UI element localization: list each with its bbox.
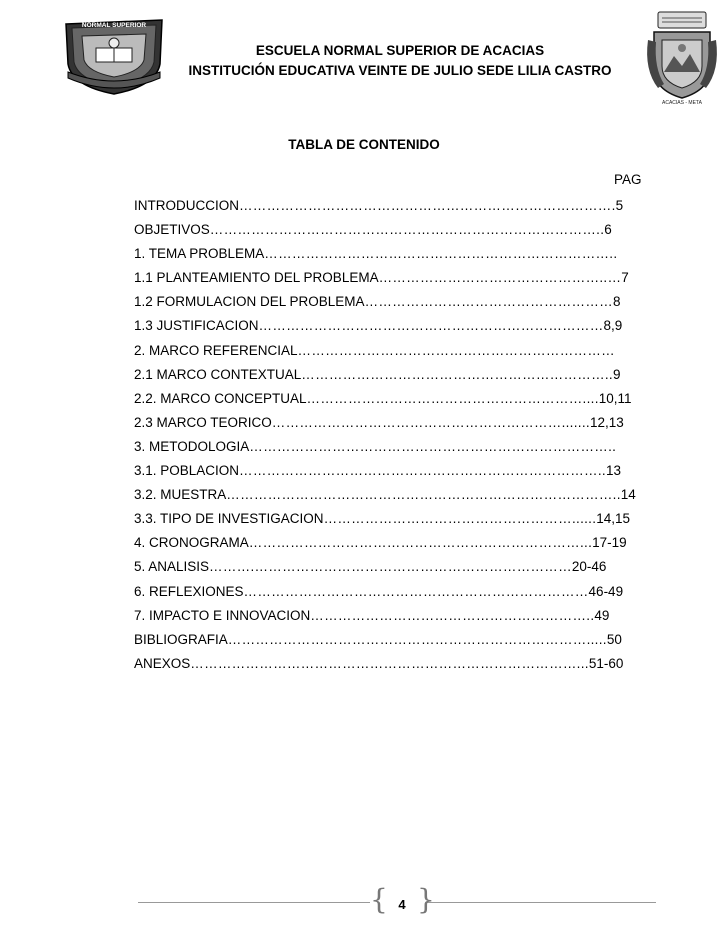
toc-entry-title: 3.2. MUESTRA bbox=[134, 487, 227, 503]
toc-leader-dots: ………………………………………………………………………. bbox=[239, 198, 616, 213]
toc-leader-dots: …………………………………………………………………….. bbox=[239, 463, 606, 479]
institution-name: INSTITUCIÓN EDUCATIVA VEINTE DE JULIO SEDE LILIA CASTRO bbox=[188, 63, 612, 78]
right-logo-text: ACACIAS - META bbox=[662, 100, 702, 106]
toc-entry bbox=[134, 198, 642, 222]
toc-entry bbox=[134, 584, 642, 608]
toc-leader-dots: …………………………………………………….... bbox=[306, 390, 599, 406]
toc-entry-title: 1.1 PLANTEAMIENTO DEL PROBLEMA bbox=[134, 270, 379, 286]
toc-entry bbox=[134, 367, 642, 391]
toc-entry-page: 8 bbox=[612, 294, 621, 310]
footer-rule-right bbox=[426, 902, 656, 903]
toc-entry bbox=[134, 608, 642, 632]
toc-entry bbox=[134, 391, 642, 415]
left-brace-icon: { bbox=[370, 883, 388, 916]
toc-leader-dots: ………………………………………………………....... bbox=[271, 414, 590, 430]
toc-entry bbox=[134, 487, 642, 511]
toc-leader-dots: ………………………………………………………………….. bbox=[264, 246, 618, 262]
toc-entry-title: 1.3 JUSTIFICACION bbox=[134, 318, 259, 334]
left-logo-text: NORMAL SUPERIOR bbox=[81, 22, 147, 29]
toc-entry bbox=[134, 656, 642, 680]
toc-entry-title: 4. CRONOGRAMA bbox=[134, 535, 249, 551]
toc-entry bbox=[134, 294, 642, 318]
toc-entry bbox=[134, 439, 642, 463]
toc-leader-dots: ………………………………………………………….. bbox=[301, 366, 613, 382]
toc-entry bbox=[134, 318, 642, 342]
toc-entry bbox=[134, 343, 642, 367]
toc-entry-title: 3.1. POBLACION bbox=[134, 463, 240, 479]
toc-entry-page: 49 bbox=[594, 607, 610, 623]
page-column-header: PAG bbox=[614, 172, 642, 187]
toc-entry bbox=[134, 463, 642, 487]
toc-entry-page: 51-60 bbox=[588, 655, 624, 671]
toc-leader-dots: …………………………………………………………………….. bbox=[249, 438, 617, 454]
toc-entry-page: 10,11 bbox=[598, 390, 632, 406]
toc-entry-page: 9 bbox=[612, 366, 621, 382]
toc-entry bbox=[134, 222, 642, 246]
toc-entry-title: 7. IMPACTO E INNOVACION bbox=[134, 607, 311, 623]
toc-leader-dots: ………………………………………………………………... bbox=[248, 535, 593, 551]
toc-entry-title: 2. MARCO REFERENCIAL bbox=[134, 342, 298, 358]
toc-entry-title: INTRODUCCION bbox=[134, 198, 239, 213]
toc-entry-title: OBJETIVOS bbox=[134, 222, 210, 238]
toc-entry bbox=[134, 511, 642, 535]
toc-entry-title: 2.1 MARCO CONTEXTUAL bbox=[134, 366, 302, 382]
toc-entry bbox=[134, 270, 642, 294]
toc-entry bbox=[134, 559, 642, 583]
toc-entry-title: 3.3. TIPO DE INVESTIGACION bbox=[134, 511, 324, 527]
toc-entry-title: 1. TEMA PROBLEMA bbox=[134, 246, 265, 262]
toc-leader-dots: ………………………………………………………………………….. bbox=[209, 222, 605, 238]
toc-leader-dots: ……………………………………………………………………..... bbox=[227, 631, 607, 647]
toc-entry-title: 5. ANALISIS bbox=[134, 559, 210, 575]
toc-leader-dots: …………………………………………………….. bbox=[310, 607, 595, 623]
toc-entry-page: 50 bbox=[606, 631, 622, 647]
right-brace-icon: } bbox=[417, 883, 435, 916]
toc-leader-dots: ………………………………………………………………… bbox=[243, 583, 589, 599]
toc-entry-page: 5 bbox=[615, 198, 624, 213]
toc-leader-dots: ……….…………………………………………………………… bbox=[209, 559, 572, 575]
toc-entry-title: 2.3 MARCO TEORICO bbox=[134, 414, 272, 430]
toc-leader-dots: ……………………………………………… bbox=[364, 294, 613, 310]
toc-title: TABLA DE CONTENIDO bbox=[288, 137, 440, 152]
toc-entry-page: 20-46 bbox=[571, 559, 607, 575]
toc-leader-dots: …………………………………………..… bbox=[378, 270, 622, 286]
toc-entry-page: 13 bbox=[605, 463, 621, 479]
table-of-contents bbox=[134, 198, 642, 680]
toc-entry bbox=[134, 535, 642, 559]
toc-entry-page: 7 bbox=[621, 270, 629, 286]
toc-leader-dots: ………………………………………………………………… bbox=[258, 318, 604, 334]
toc-leader-dots: ………………………………………………………………………….. bbox=[226, 487, 621, 503]
toc-entry bbox=[134, 415, 642, 439]
toc-entry bbox=[134, 246, 642, 270]
toc-entry-page: 6 bbox=[604, 222, 612, 238]
toc-entry-page: 14 bbox=[620, 487, 636, 503]
toc-entry-page: 14,15 bbox=[596, 511, 631, 527]
toc-entry-page: 17-19 bbox=[592, 535, 627, 551]
school-name: ESCUELA NORMAL SUPERIOR DE ACACIAS bbox=[255, 43, 545, 58]
toc-entry-title: 1.2 FORMULACION DEL PROBLEMA bbox=[134, 294, 365, 310]
toc-entry-title: 6. REFLEXIONES bbox=[134, 583, 244, 599]
school-logo-left bbox=[60, 14, 168, 96]
toc-entry-page: 12,13 bbox=[589, 414, 624, 430]
toc-entry bbox=[134, 632, 642, 656]
toc-entry-title: ANEXOS bbox=[134, 655, 191, 671]
toc-entry-title: BIBLIOGRAFIA bbox=[134, 631, 228, 647]
footer-rule-left bbox=[138, 902, 370, 903]
toc-leader-dots: …………………………………………………………………………... bbox=[190, 655, 589, 671]
page-number: 4 bbox=[398, 897, 406, 912]
toc-entry-title: 3. METODOLOGIA bbox=[134, 438, 250, 454]
toc-leader-dots: …………………………………………………………… bbox=[297, 342, 615, 358]
coat-of-arms-logo-right bbox=[644, 10, 720, 106]
toc-leader-dots: ………………………………………………...... bbox=[323, 511, 597, 527]
toc-entry-title: 2.2. MARCO CONCEPTUAL bbox=[134, 390, 307, 406]
toc-entry-page: 46-49 bbox=[588, 583, 624, 599]
toc-entry-page: 8,9 bbox=[603, 318, 623, 334]
